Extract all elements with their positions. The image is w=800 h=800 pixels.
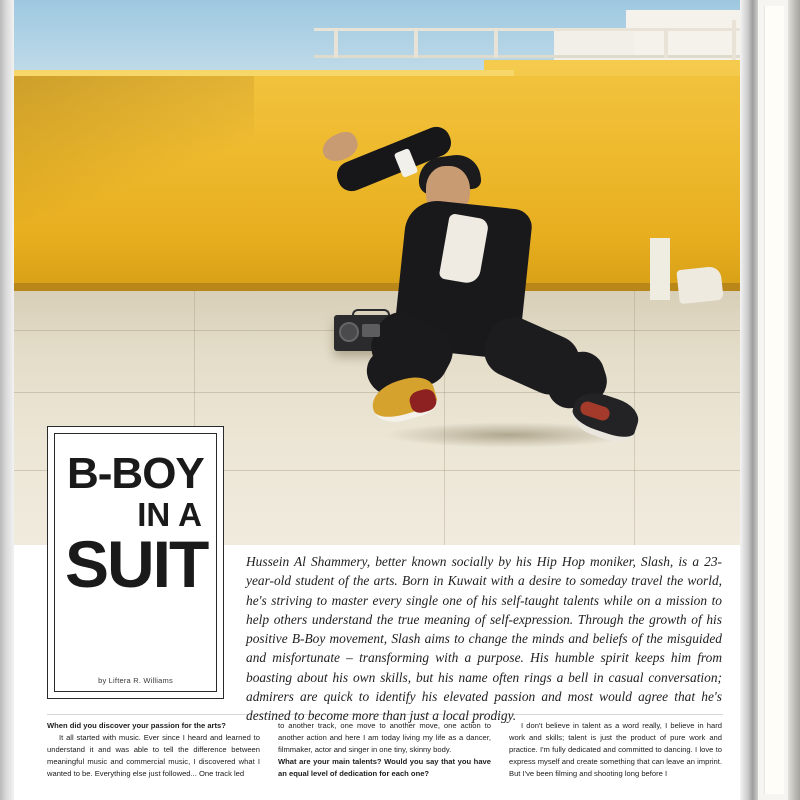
facing-page-surface xyxy=(764,6,784,794)
bag-on-floor xyxy=(676,266,723,304)
page-title-line-3: SUIT xyxy=(65,527,208,602)
article-deck: Hussein Al Shammery, better known socially by his Hip Hop moniker, Slash, is a 23-year-old student of the arts. Born in Kuwait with a desire to someday travel the world, he's striving to master every single one of his self-taught talents while on a mission to help others understand the true meaning of self-expression. Through the growth of his positive B-Boy movement, Slash aims to change the minds and beliefs of the misguided and misfortunate – transforming with a purpose. His humble spirit keeps him from boasting about his own skills, but his name often rings a bell in casual conversation; admirers are quick to identify his elevated passion and most would agree that he's destined to become more than just a local prodigy. xyxy=(246,554,722,724)
railing-post xyxy=(334,28,338,58)
railing-post xyxy=(494,28,498,58)
body-column-3 xyxy=(509,720,722,800)
railing-post xyxy=(414,28,418,58)
boombox-tape-deck xyxy=(362,324,380,337)
right-page-edge xyxy=(788,0,800,800)
railing-post xyxy=(732,20,736,60)
interview-answer: It all started with music. Ever since I heard and learned to understand it and was able to tell the difference between meaningful music and commercial music, I discovered what I wanted to be. Everything else just followed... One track led xyxy=(47,732,260,778)
railing-post xyxy=(664,28,668,58)
left-page-edge xyxy=(0,0,14,800)
page-title-line-1: B-BOY xyxy=(67,449,204,498)
byline: by Liftera R. Williams xyxy=(98,676,173,685)
article-title-box xyxy=(47,426,224,699)
article-title-inner-frame xyxy=(54,433,217,692)
body-columns xyxy=(47,720,723,800)
interview-question: What are your main talents? Would you say that you have an equal level of dedication for each one? xyxy=(278,756,491,778)
interview-question: When did you discover your passion for the arts? xyxy=(47,721,226,730)
interview-answer: I don't believe in talent as a word really, I believe in hard work and skills; talent is just the product of pure work and practice. I'm fully dedicated and committed to dancing. I love to express myself and create something that can leave an imprint. But I've been filming and shooting long before I xyxy=(509,721,722,778)
railing-lower-bar xyxy=(314,55,740,58)
page-title-line-2: IN A xyxy=(137,496,202,534)
spread-gutter xyxy=(740,0,758,800)
interview-answer-continued: to another track, one move to another move, one action to another action and here I am today living my life as a dancer, filmmaker, actor and singer in one tiny, skinny body. xyxy=(278,721,491,754)
body-column-1 xyxy=(47,720,260,800)
dancer-figure xyxy=(314,130,654,490)
railing-top-bar xyxy=(314,28,740,31)
wall-shadow xyxy=(14,76,254,226)
body-column-2 xyxy=(278,720,491,800)
